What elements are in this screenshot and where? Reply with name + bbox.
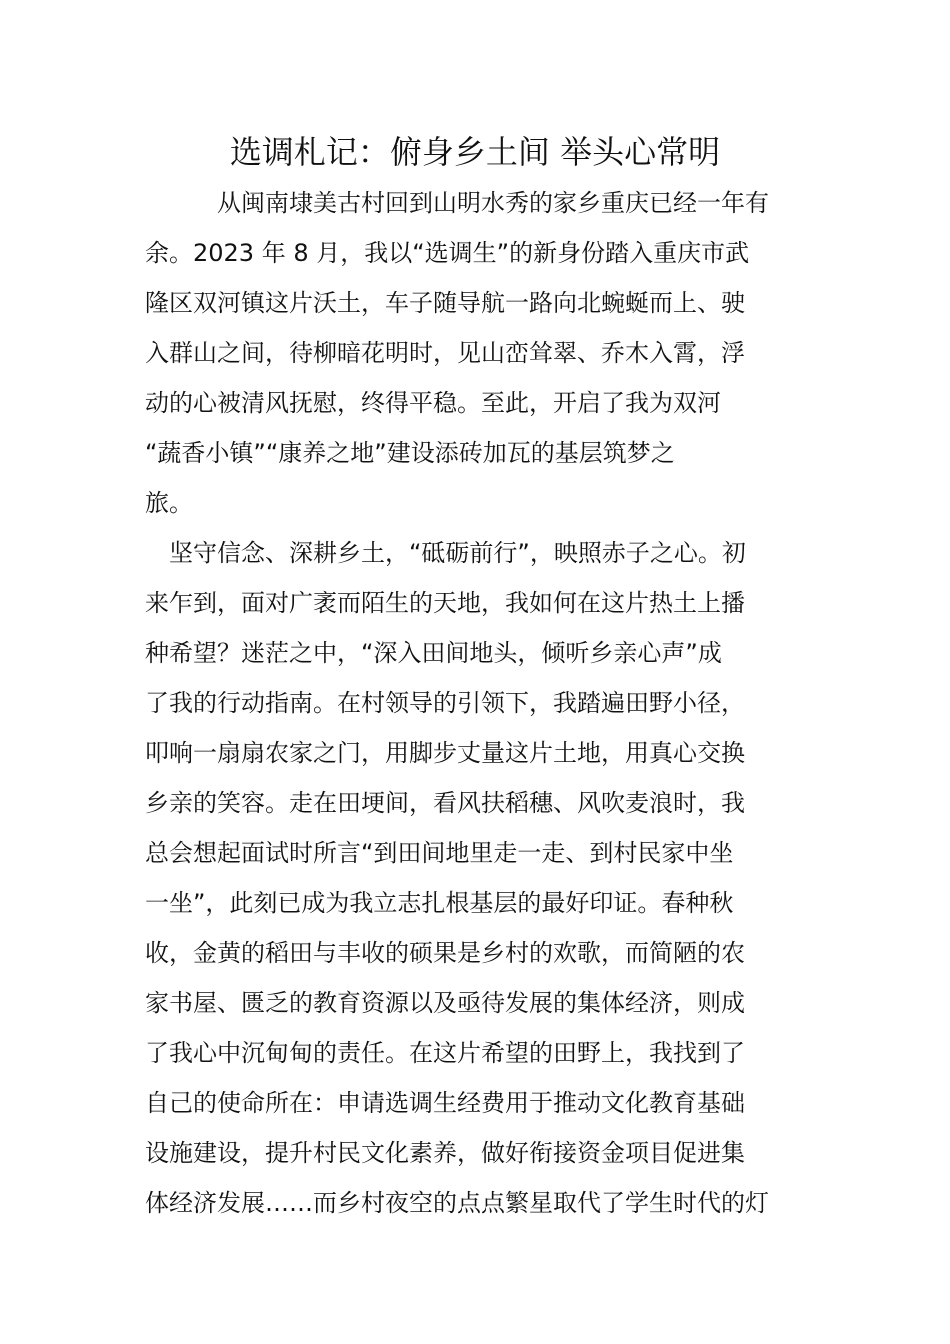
paragraph-line: 入群山之间，待柳暗花明时，见山峦耸翠、乔木入霄，浮 xyxy=(145,339,745,367)
paragraph-line: 体经济发展……而乡村夜空的点点繁星取代了学生时代的灯 xyxy=(145,1189,769,1217)
paragraph-line: “蔬香小镇”“康养之地”建设添砖加瓦的基层筑梦之 xyxy=(145,439,675,467)
paragraph-line: 设施建设，提升村民文化素养，做好衔接资金项目促进集 xyxy=(145,1139,745,1167)
paragraph-line: 乡亲的笑容。走在田埂间，看风扶稻穗、风吹麦浪时，我 xyxy=(145,789,745,817)
paragraph-line: 隆区双河镇这片沃土，车子随导航一路向北蜿蜒而上、驶 xyxy=(145,289,745,317)
paragraph-line: 了我心中沉甸甸的责任。在这片希望的田野上，我找到了 xyxy=(145,1039,745,1067)
document-body xyxy=(145,178,807,1228)
paragraph-line: 种希望？迷茫之中，“深入田间地头，倾听乡亲心声”成 xyxy=(145,639,722,667)
paragraph-line: 从闽南埭美古村回到山明水秀的家乡重庆已经一年有 xyxy=(217,189,769,217)
paragraph-2 xyxy=(145,528,807,1228)
paragraph-line: 坚守信念、深耕乡土，“砥砺前行”，映照赤子之心。初 xyxy=(169,539,746,567)
paragraph-line: 总会想起面试时所言“到田间地里走一走、到村民家中坐 xyxy=(145,839,734,867)
paragraph-1 xyxy=(145,178,807,528)
paragraph-line: 家书屋、匮乏的教育资源以及亟待发展的集体经济，则成 xyxy=(145,989,745,1017)
paragraph-line: 一坐”，此刻已成为我立志扎根基层的最好印证。春种秋 xyxy=(145,889,734,917)
paragraph-line: 叩响一扇扇农家之门，用脚步丈量这片土地，用真心交换 xyxy=(145,739,745,767)
paragraph-line: 了我的行动指南。在村领导的引领下，我踏遍田野小径， xyxy=(145,689,745,717)
document-title: 选调札记：俯身乡土间 举头心常明 xyxy=(229,133,721,171)
paragraph-line: 动的心被清风抚慰，终得平稳。至此，开启了我为双河 xyxy=(145,389,721,417)
paragraph-line: 旅。 xyxy=(145,489,193,517)
paragraph-line: 余。2023 年 8 月，我以“选调生”的新身份踏入重庆市武 xyxy=(145,239,750,267)
paragraph-line: 收，金黄的稻田与丰收的硕果是乡村的欢歌，而简陋的农 xyxy=(145,939,745,967)
paragraph-line: 自己的使命所在：申请选调生经费用于推动文化教育基础 xyxy=(145,1089,745,1117)
paragraph-line: 来乍到，面对广袤而陌生的天地，我如何在这片热土上播 xyxy=(145,589,745,617)
